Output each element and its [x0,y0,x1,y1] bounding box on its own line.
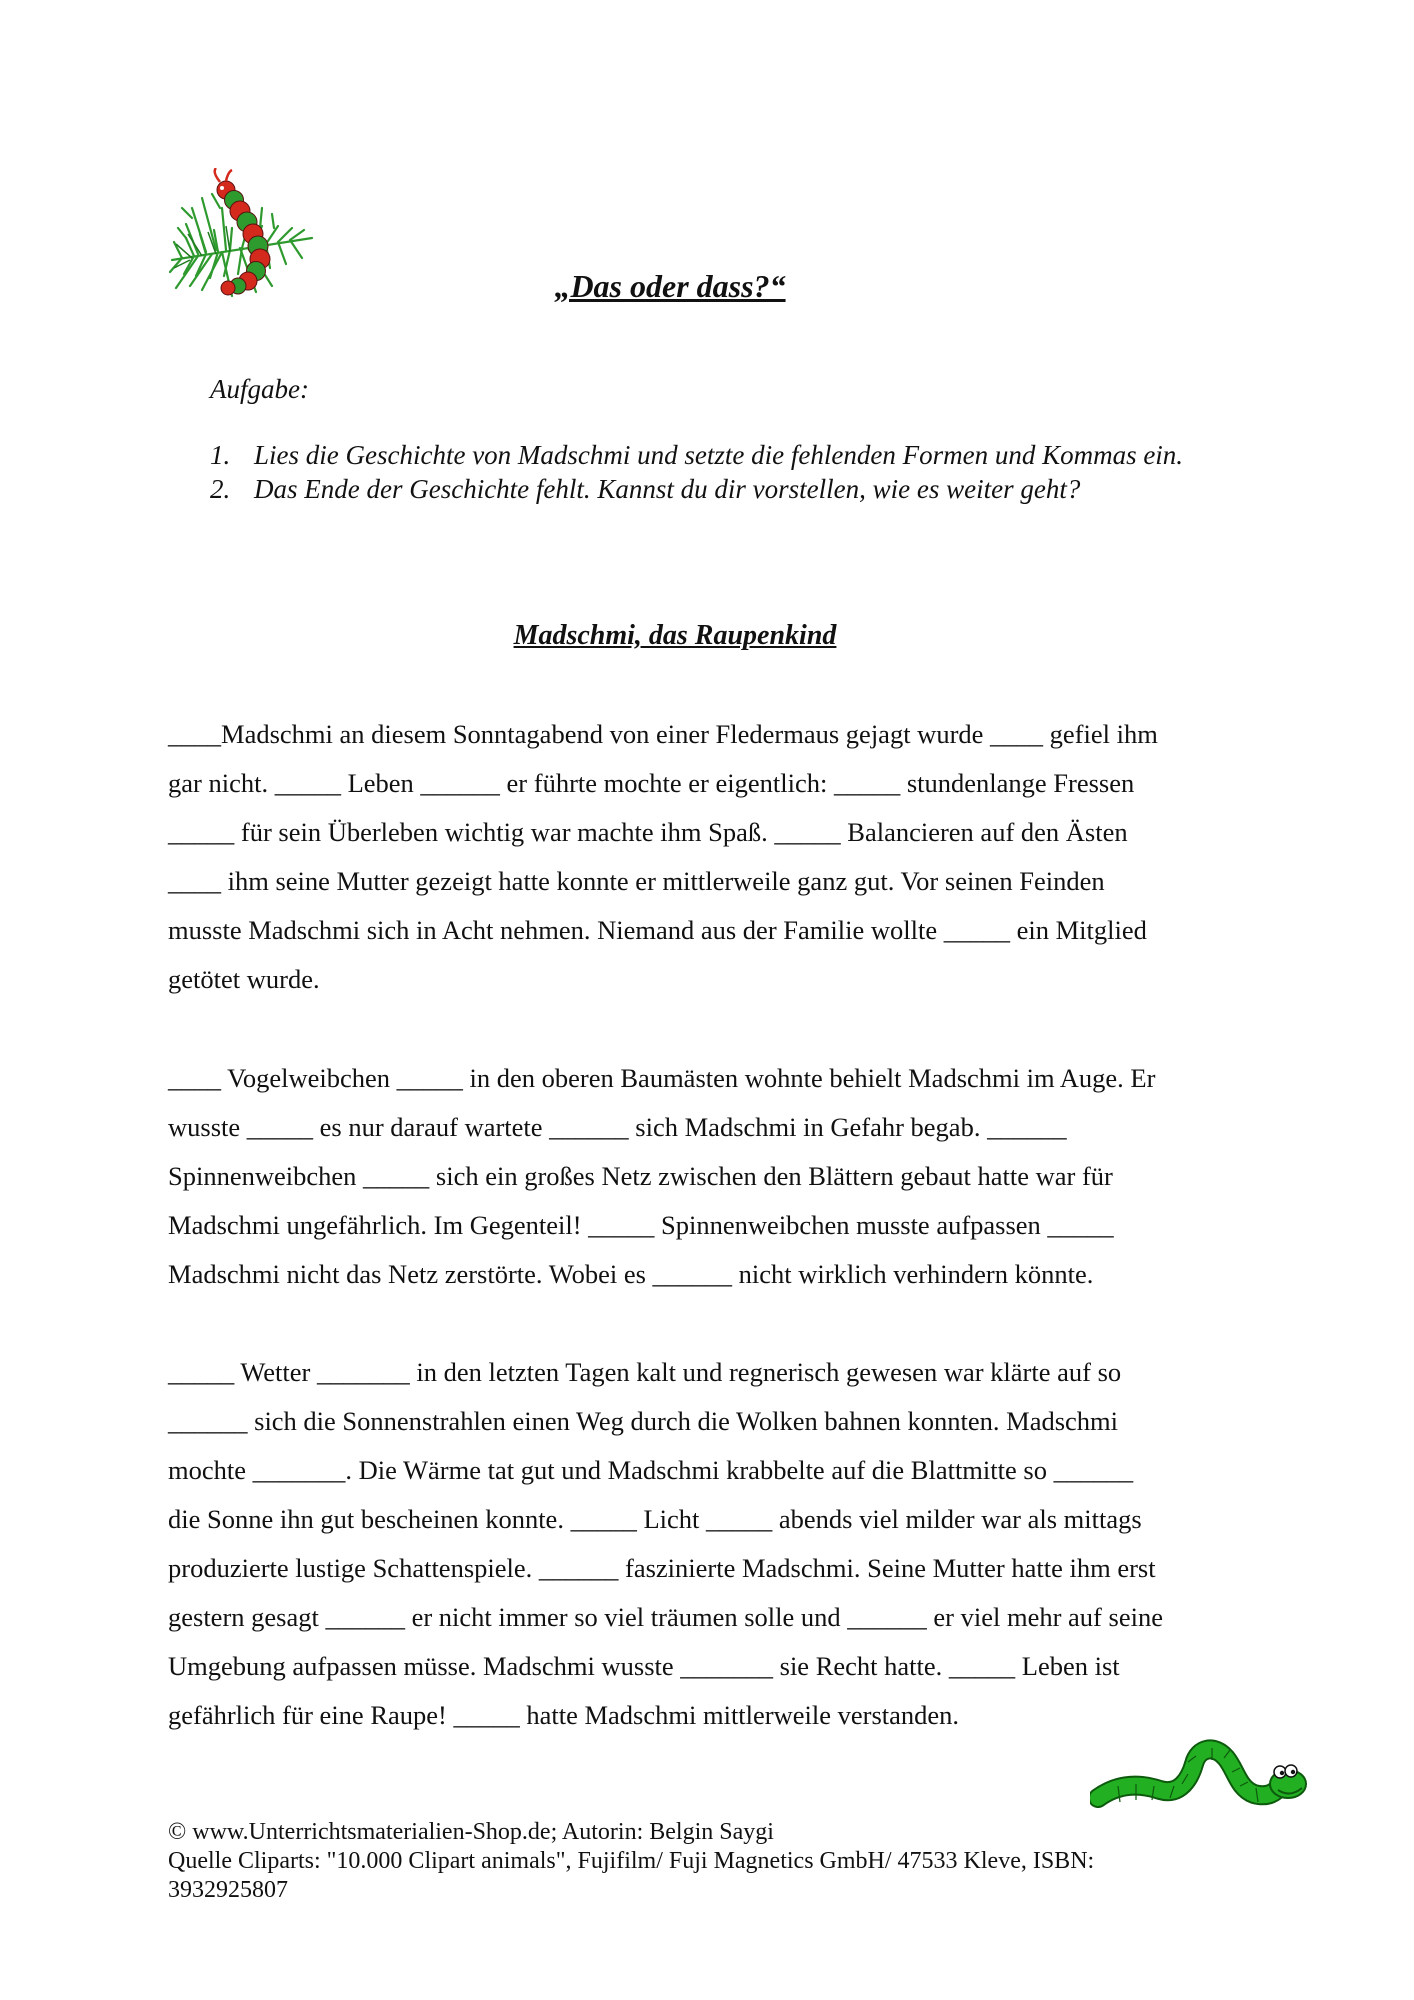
story-line: ____Madschmi an diesem Sonntagabend von einer Fledermaus gejagt wurde ____ gefiel ihm [168,719,1158,749]
story-line: Madschmi ungefährlich. Im Gegenteil! _____ Spinnenweibchen musste aufpassen _____ [168,1210,1114,1240]
story-paragraph-3 [168,1348,1248,1740]
story-line: Spinnenweibchen _____ sich ein großes Netz zwischen den Blättern gebaut hatte war für [168,1161,1113,1191]
story-line: _____ Wetter _______ in den letzten Tagen kalt und regnerisch gewesen war klärte auf so [168,1357,1122,1387]
page-title: „Das oder dass?“ [554,268,786,304]
task-item-text: Lies die Geschichte von Madschmi und setzte die fehlenden Formen und Kommas ein. [254,440,1184,470]
clipart-source-line: Quelle Cliparts: "10.000 Clipart animals", Fujifilm/ Fuji Magnetics GmbH/ 47533 Kleve, ISBN: [168,1848,1095,1874]
story-line: wusste _____ es nur darauf wartete ______ sich Madschmi in Gefahr begab. ______ [168,1112,1067,1142]
green-worm-icon [1090,1738,1310,1816]
story-line: gefährlich für eine Raupe! _____ hatte Madschmi mittlerweile verstanden. [168,1700,960,1730]
story-line: _____ für sein Überleben wichtig war machte ihm Spaß. _____ Balancieren auf den Ästen [168,817,1128,847]
story-line: ____ Vogelweibchen _____ in den oberen Baumästen wohnte behielt Madschmi im Auge. Er [168,1063,1156,1093]
story-line: musste Madschmi sich in Acht nehmen. Niemand aus der Familie wollte _____ ein Mitglied [168,915,1147,945]
story-line: ____ ihm seine Mutter gezeigt hatte konnte er mittlerweile ganz gut. Vor seinen Feinden [168,866,1105,896]
story-line: ______ sich die Sonnenstrahlen einen Weg durch die Wolken bahnen konnten. Madschmi [168,1406,1119,1436]
task-item-number: 1. [210,440,231,470]
story-paragraph-2 [168,1054,1248,1299]
story-line: Madschmi nicht das Netz zerstörte. Wobei es ______ nicht wirklich verhindern könnte. [168,1259,1094,1289]
story-line: gar nicht. _____ Leben ______ er führte mochte er eigentlich: _____ stundenlange Fressen [168,768,1135,798]
task-item-number: 2. [210,474,231,504]
story-line: gestern gesagt ______ er nicht immer so viel träumen solle und ______ er viel mehr auf seine [168,1602,1163,1632]
story-paragraph-1 [168,710,1248,1004]
story-line: produzierte lustige Schattenspiele. ______ faszinierte Madschmi. Seine Mutter hatte ihm erst [168,1553,1156,1583]
task-item-text: Das Ende der Geschichte fehlt. Kannst du dir vorstellen, wie es weiter geht? [254,474,1081,504]
footer [168,1818,1094,1905]
story-title: Madschmi, das Raupenkind [513,620,837,651]
task-item [210,438,1183,472]
copyright-line: © www.Unterrichtsmaterialien-Shop.de; Autorin: Belgin Saygi [168,1819,774,1845]
task-list [210,438,1183,506]
story-line: Umgebung aufpassen müsse. Madschmi wusste _______ sie Recht hatte. _____ Leben ist [168,1651,1120,1681]
story-line: die Sonne ihn gut bescheinen konnte. _____ Licht _____ abends viel milder war als mittags [168,1504,1142,1534]
task-item [210,472,1183,506]
task-label: Aufgabe: [210,374,309,404]
isbn-line: 3932925807 [168,1877,288,1903]
story-line: mochte _______. Die Wärme tat gut und Madschmi krabbelte auf die Blattmitte so ______ [168,1455,1134,1485]
story-line: getötet wurde. [168,964,320,994]
